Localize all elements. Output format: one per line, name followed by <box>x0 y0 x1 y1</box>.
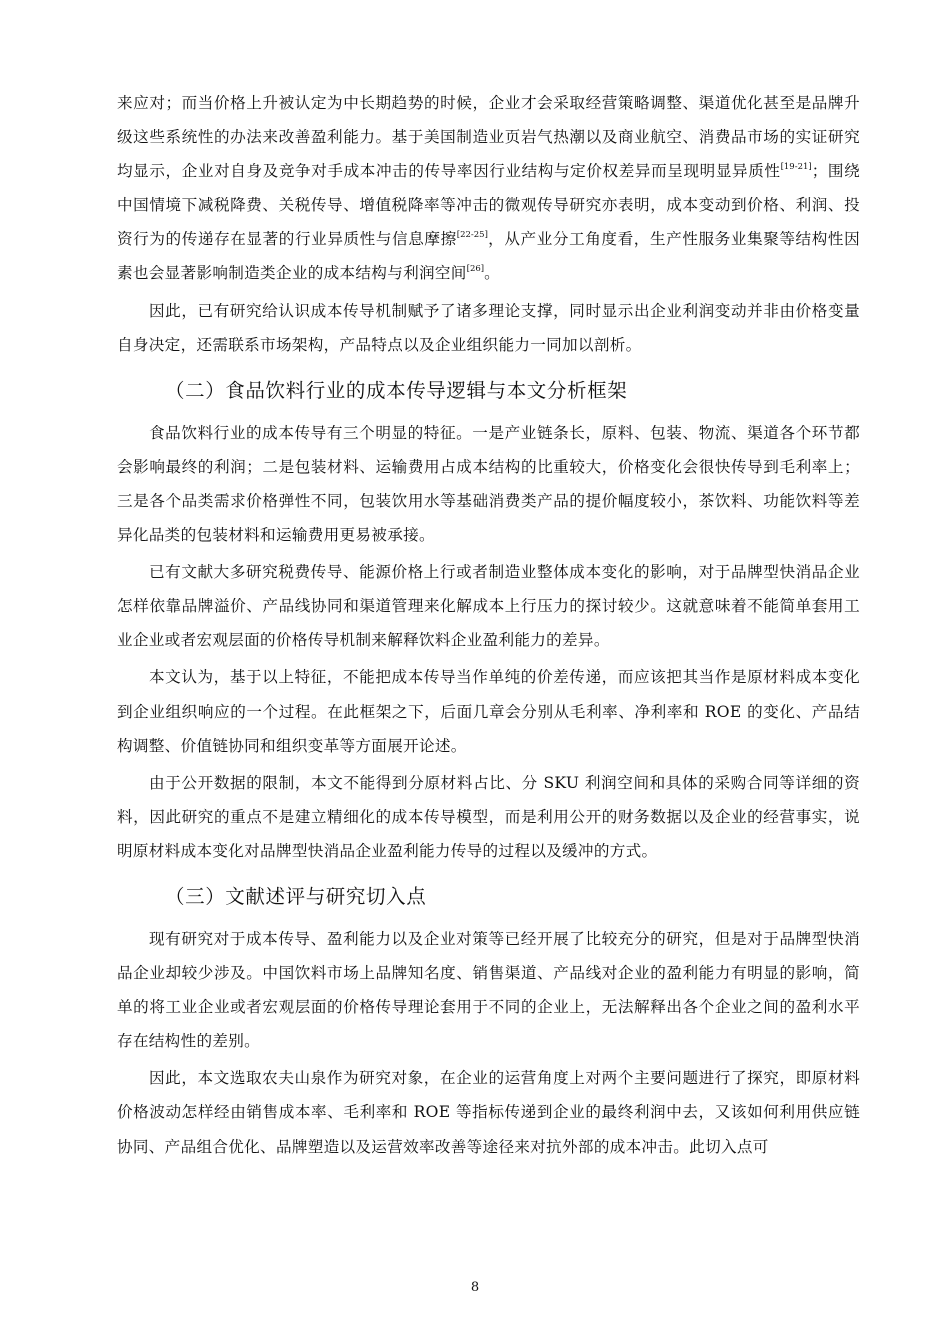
section-heading-review: （三）文献述评与研究切入点 <box>165 884 427 908</box>
section-heading-framework: （二）食品饮料行业的成本传导逻辑与本文分析框架 <box>165 378 628 402</box>
paragraph-text: ，从产业分工角度看，生产性服务业集聚等结构性因素也会显著影响制造类企业的成本结构与利润空间 <box>117 230 860 283</box>
paragraph-entry-point: 因此，本文选取农夫山泉作为研究对象，在企业的运营角度上对两个主要问题进行了探究，即原材料价格波动怎样经由销售成本率、毛利率和 ROE 等指标传递到企业的最终利润中去，又该如何利用供应链协同、产品组合优化、品牌塑造以及运营效率改善等途径来对抗外部的成本冲击。此切入点可 <box>117 1069 860 1156</box>
paragraph-text: 。 <box>484 264 501 283</box>
paragraph-industry-features: 食品饮料行业的成本传导有三个明显的特征。一是产业链条长，原料、包装、物流、渠道各个环节都会影响最终的利润；二是包装材料、运输费用占成本结构的比重较大，价格变化会很快传导到毛利率上；三是各个品类需求价格弹性不同，包装饮用水等基础消费类产品的提价幅度较小，茶饮料、功能饮料等差异化品类的包装材料和运输费用更易被承接。 <box>117 423 860 545</box>
paragraph-data-limitation: 由于公开数据的限制，本文不能得到分原材料占比、分 SKU 利润空间和具体的采购合同等详细的资料，因此研究的重点不是建立精细化的成本传导模型，而是利用公开的财务数据以及企业的经营事实，说明原材料成本变化对品牌型快消品企业盈利能力传导的过程以及缓冲的方式。 <box>117 773 860 860</box>
citation-26: [26] <box>466 264 485 275</box>
paragraph-research-gap: 已有文献大多研究税费传导、能源价格上行或者制造业整体成本变化的影响，对于品牌型快消品企业怎样依靠品牌溢价、产品线协同和渠道管理来化解成本上行压力的探讨较少。这就意味着不能简单套用工业企业或者宏观层面的价格传导机制来解释饮料企业盈利能力的差异。 <box>117 563 860 650</box>
paragraph-framework: 本文认为，基于以上特征，不能把成本传导当作单纯的价差传递，而应该把其当作是原材料成本变化到企业组织响应的一个过程。在此框架之下，后面几章会分别从毛利率、净利率和 ROE 的变化、产品结构调整、价值链协同和组织变革等方面展开论述。 <box>117 668 860 755</box>
paragraph-summary: 因此，已有研究给认识成本传导机制赋予了诸多理论支撑，同时显示出企业利润变动并非由价格变量自身决定，还需联系市场架构，产品特点以及企业组织能力一同加以剖析。 <box>117 301 860 354</box>
page-number: 8 <box>470 1280 480 1295</box>
paragraph-review: 现有研究对于成本传导、盈利能力以及企业对策等已经开展了比较充分的研究，但是对于品牌型快消品企业却较少涉及。中国饮料市场上品牌知名度、销售渠道、产品线对企业的盈利能力有明显的影响，简单的将工业企业或者宏观层面的价格传导理论套用于不同的企业上，无法解释出各个企业之间的盈利水平存在结构性的差别。 <box>117 929 860 1051</box>
paragraph-text: 来应对；而当价格上升被认定为中长期趋势的时候，企业才会采取经营策略调整、渠道优化甚至是品牌升级这些系统性的办法来改善盈利能力。基于美国制造业页岩气热潮以及商业航空、消费品市场的实证研究均显示，企业对自身及竞争对手成本冲击的传导率因行业结构与定价权差异而呈现明显异质性 <box>117 94 860 181</box>
citation-19-21: [19-21] <box>780 162 812 173</box>
paragraph-continued-literature <box>117 86 860 291</box>
paragraph-text: ；围绕中国情境下减税降费、关税传导、增值税降率等冲击的微观传导研究亦表明，成本变动到价格、利润、投资行为的传递存在显著的行业异质性与信息摩擦 <box>117 162 860 249</box>
citation-22-25: [22-25] <box>456 230 488 241</box>
page-body <box>117 86 860 1167</box>
